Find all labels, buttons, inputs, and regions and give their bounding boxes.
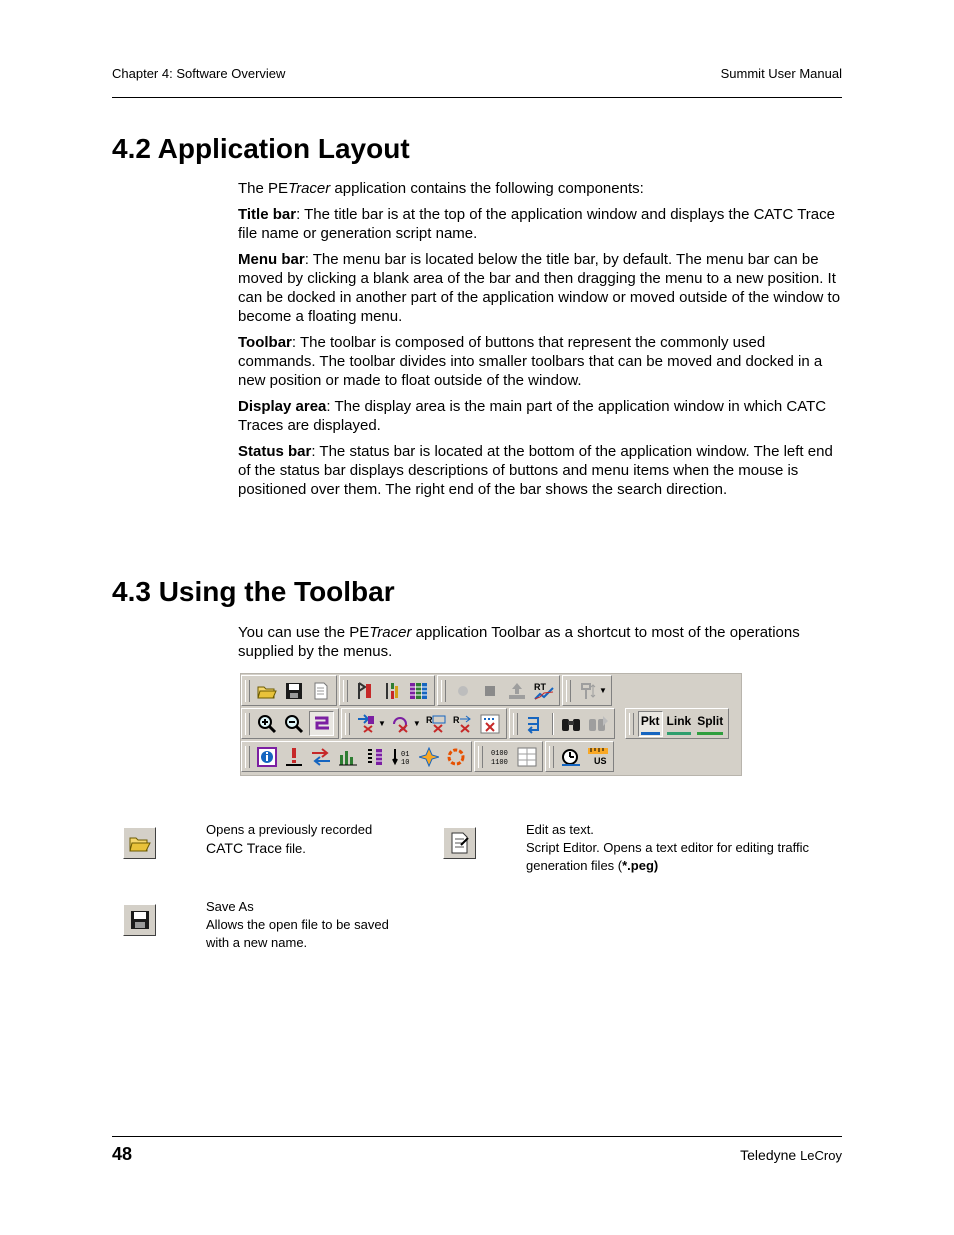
toolbar-grip[interactable] [245,680,250,702]
section-4-3-intro: You can use the PETracer application Toolbar as a shortcut to most of the operations supplied by the menus. [238,624,800,660]
traffic-toolbar [562,675,612,706]
record-icon[interactable] [451,679,474,702]
svg-text:01: 01 [400,750,409,759]
go-to-marker-icon[interactable] [390,712,413,735]
company-name: Teledyne LeCroy [740,1147,842,1163]
file-toolbar [241,675,337,706]
edit-as-text-icon [443,827,476,859]
toolbar-grip[interactable] [245,746,250,768]
svg-text:10: 10 [400,758,409,767]
toolbar-screenshot [240,673,742,776]
toolbar-grip[interactable] [629,713,634,735]
link-view-button[interactable]: Link [665,712,694,736]
timestamp-icon[interactable] [559,745,582,768]
status-bar-paragraph: Status bar: The status bar is located at the bottom of the application window. The left end of the status bar displays descriptions of buttons and menu items when the mouse is positioned over them. The right end of the bar shows the search direction. [238,443,833,498]
edit-as-text-description: Edit as text. Script Editor. Opens a text editor for editing traffic generation files (*.peg) [526,822,810,873]
chevron-down-icon[interactable]: ▼ [378,719,386,728]
navigation-toolbar [341,708,507,739]
svg-text:R: R [426,714,433,725]
svg-text:0100: 0100 [490,749,508,758]
display-options-icon[interactable] [380,679,403,702]
svg-text:R: R [453,714,460,725]
toolbar-grip[interactable] [566,680,571,702]
record-toolbar [437,675,560,706]
menu-bar-paragraph: Menu bar: The menu bar is located below the title bar, by default. The menu bar can be moved by clicking a blank area of the bar and then dragging the menu to a new position. It can be docked in another part of the application window or moved outside of the window to become a floating menu. [238,251,841,325]
hide-skips-icon[interactable] [452,712,475,735]
zoom-in-icon[interactable] [255,712,278,735]
information-icon[interactable] [255,745,278,768]
chevron-down-icon[interactable]: ▼ [599,686,607,695]
recording-options-icon[interactable] [353,679,376,702]
search-toolbar [509,708,615,739]
save-icon[interactable] [282,679,305,702]
timing-toolbar [545,741,614,772]
svg-text:1100: 1100 [490,758,508,767]
stop-icon[interactable] [478,679,501,702]
data-flow-icon[interactable] [417,745,440,768]
time-units-icon[interactable] [586,745,609,768]
view-toolbar [625,708,729,739]
toolbar-grip[interactable] [345,713,350,735]
section-4-3-body [238,623,842,668]
toolbar-row-2 [241,708,731,739]
edit-as-text-icon[interactable] [309,679,332,702]
chevron-down-icon[interactable]: ▼ [412,719,421,728]
footer-rule [112,1136,842,1137]
hide-idle-icon[interactable] [479,712,502,735]
open-folder-icon[interactable] [255,679,278,702]
real-time-statistics-icon[interactable] [532,679,555,702]
format-toolbar [474,741,543,772]
binoculars-icon[interactable] [560,712,583,735]
page-number: 48 [112,1144,133,1164]
toolbar-grip[interactable] [343,680,348,702]
section-4-2-body [238,179,842,506]
raw-bits-icon[interactable] [488,745,511,768]
header-rule [112,97,842,98]
link-tracker-icon[interactable] [390,745,413,768]
traffic-summary-icon[interactable] [336,745,359,768]
save-as-description: Save As Allows the open file to be saved with a new name. [206,899,389,950]
section-4-2-intro: The PETracer application contains the following components: [238,180,644,197]
zoom-out-icon[interactable] [282,712,305,735]
toolbar-row-1 [241,675,614,706]
display-area-paragraph: Display area: The display area is the main part of the application window in which CATC Traces are displayed. [238,398,827,434]
toolbar-grip[interactable] [245,713,250,735]
zoom-toolbar [241,708,339,739]
packet-view-button[interactable]: Pkt [638,711,663,737]
toolbar-grip[interactable] [441,680,446,702]
settings-toolbar [339,675,435,706]
section-4-3-title: 4.3 Using the Toolbar [112,576,395,607]
open-folder-icon [123,827,156,859]
title-bar-paragraph: Title bar: The title bar is at the top of the application window and displays the CATC Trace file name or generation script name. [238,206,835,242]
toolbar-paragraph: Toolbar: The toolbar is composed of buttons that represent the commonly used commands. The toolbar divides into smaller toolbars that can be moved and docked in a new position or made to float outside of the window. [238,334,823,389]
split-view-button[interactable]: Split [695,712,725,736]
toolbar-separator [552,713,554,735]
timing-calculations-icon[interactable] [309,745,332,768]
us-label: US [593,755,607,766]
search-direction-icon[interactable] [523,712,546,735]
traffic-generation-icon[interactable] [407,679,430,702]
bus-utilization-icon[interactable] [363,745,386,768]
toolbar-grip[interactable] [513,713,518,735]
section-4-2-title: 4.2 Application Layout [112,133,410,164]
upload-icon[interactable] [505,679,528,702]
error-summary-icon[interactable] [282,745,305,768]
open-description: Opens a previously recorded CATC Trace file. [206,822,373,856]
decode-grid-icon[interactable] [515,745,538,768]
manual-header: Summit User Manual [720,66,842,81]
go-to-icon[interactable] [355,712,378,735]
wrap-icon[interactable] [309,711,334,736]
event-groups-icon[interactable] [444,745,467,768]
rt-label: RT [533,681,546,692]
analysis-toolbar [241,741,472,772]
hide-icon[interactable] [425,712,448,735]
toolbar-grip[interactable] [478,746,483,768]
chapter-header: Chapter 4: Software Overview [112,66,286,81]
toolbar-row-3 [241,741,616,772]
toolbar-grip[interactable] [549,746,554,768]
find-next-icon[interactable] [587,712,610,735]
traffic-generator-icon[interactable] [576,679,599,702]
save-as-icon [123,904,156,936]
